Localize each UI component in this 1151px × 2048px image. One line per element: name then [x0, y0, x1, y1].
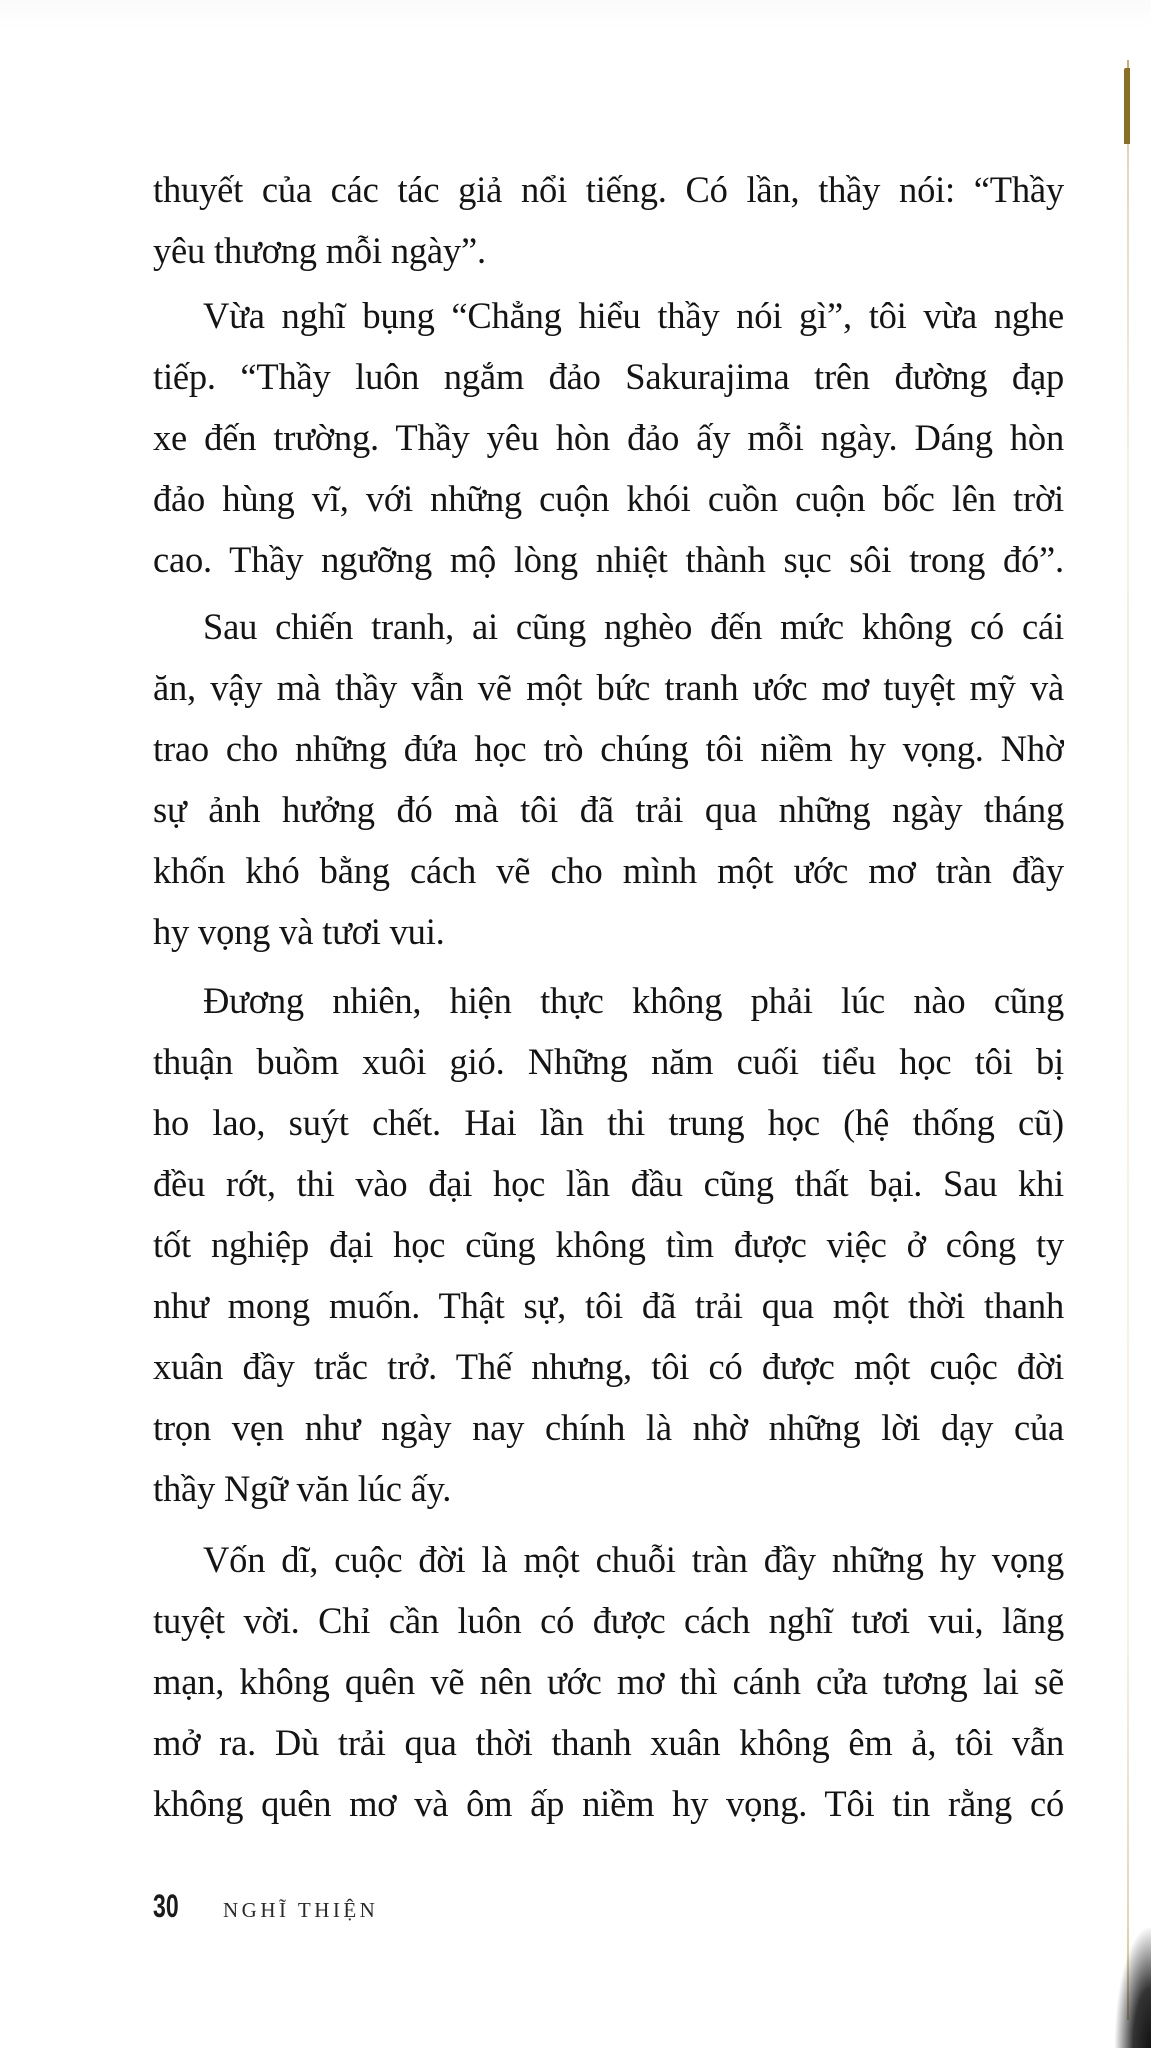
body-text	[153, 159, 1064, 1834]
text-line: xuân đầy trắc trở. Thế nhưng, tôi có được một cuộc đời	[153, 1346, 1064, 1387]
text-line: thầy Ngữ văn lúc ấy.	[153, 1468, 452, 1509]
text-line: mạn, không quên vẽ nên ước mơ thì cánh cửa tương lai sẽ	[153, 1661, 1064, 1702]
text-line: khốn khó bằng cách vẽ cho mình một ước mơ tràn đầy	[153, 850, 1064, 891]
text-line: ăn, vậy mà thầy vẫn vẽ một bức tranh ước mơ tuyệt mỹ và	[153, 667, 1064, 708]
text-line: xe đến trường. Thầy yêu hòn đảo ấy mỗi ngày. Dáng hòn	[153, 417, 1064, 458]
text-line: cao. Thầy ngưỡng mộ lòng nhiệt thành sục sôi trong đó”.	[153, 539, 1064, 580]
text-line: sự ảnh hưởng đó mà tôi đã trải qua những ngày tháng	[153, 789, 1064, 830]
text-line: tốt nghiệp đại học cũng không tìm được việc ở công ty	[153, 1224, 1064, 1265]
text-line: trọn vẹn như ngày nay chính là nhờ những lời dạy của	[153, 1407, 1064, 1448]
text-line: thuận buồm xuôi gió. Những năm cuối tiểu học tôi bị	[153, 1041, 1064, 1082]
text-line: hy vọng và tươi vui.	[153, 911, 445, 952]
text-line: tuyệt vời. Chỉ cần luôn có được cách nghĩ tươi vui, lãng	[153, 1600, 1064, 1641]
page-edge-line	[1127, 60, 1129, 2020]
paragraph	[153, 159, 1064, 281]
text-line: đều rớt, thi vào đại học lần đầu cũng thất bại. Sau khi	[153, 1163, 1064, 1204]
paragraph	[153, 970, 1064, 1519]
paragraph	[153, 596, 1064, 962]
text-line: Đương nhiên, hiện thực không phải lúc nào cũng	[203, 980, 1064, 1021]
text-line: tiếp. “Thầy luôn ngắm đảo Sakurajima trên đường đạp	[153, 356, 1064, 397]
text-line: yêu thương mỗi ngày”.	[153, 230, 486, 271]
text-line: trao cho những đứa học trò chúng tôi niềm hy vọng. Nhờ	[153, 728, 1064, 769]
text-line: thuyết của các tác giả nổi tiếng. Có lần, thầy nói: “Thầy	[153, 169, 1064, 210]
text-line: Sau chiến tranh, ai cũng nghèo đến mức không có cái	[203, 606, 1064, 647]
text-line: đảo hùng vĩ, với những cuộn khói cuồn cuộn bốc lên trời	[153, 478, 1064, 519]
text-line: mở ra. Dù trải qua thời thanh xuân không êm ả, tôi vẫn	[153, 1722, 1064, 1763]
text-line: ho lao, suýt chết. Hai lần thi trung học (hệ thống cũ)	[153, 1102, 1064, 1143]
paragraph	[153, 1529, 1064, 1834]
text-line: như mong muốn. Thật sự, tôi đã trải qua một thời thanh	[153, 1285, 1064, 1326]
bookmark-edge-tab	[1124, 68, 1130, 144]
paragraph	[153, 285, 1064, 590]
running-title: NGHĨ THIỆN	[223, 1898, 379, 1922]
text-line: không quên mơ và ôm ấp niềm hy vọng. Tôi tin rằng có	[153, 1783, 1064, 1824]
text-line: Vừa nghĩ bụng “Chẳng hiểu thầy nói gì”, tôi vừa nghe	[203, 295, 1064, 336]
text-line: Vốn dĩ, cuộc đời là một chuỗi tràn đầy những hy vọng	[203, 1539, 1064, 1580]
page-number: 30	[153, 1888, 179, 1924]
page-footer	[153, 1888, 378, 1932]
page-corner-shadow	[1115, 1928, 1151, 2048]
